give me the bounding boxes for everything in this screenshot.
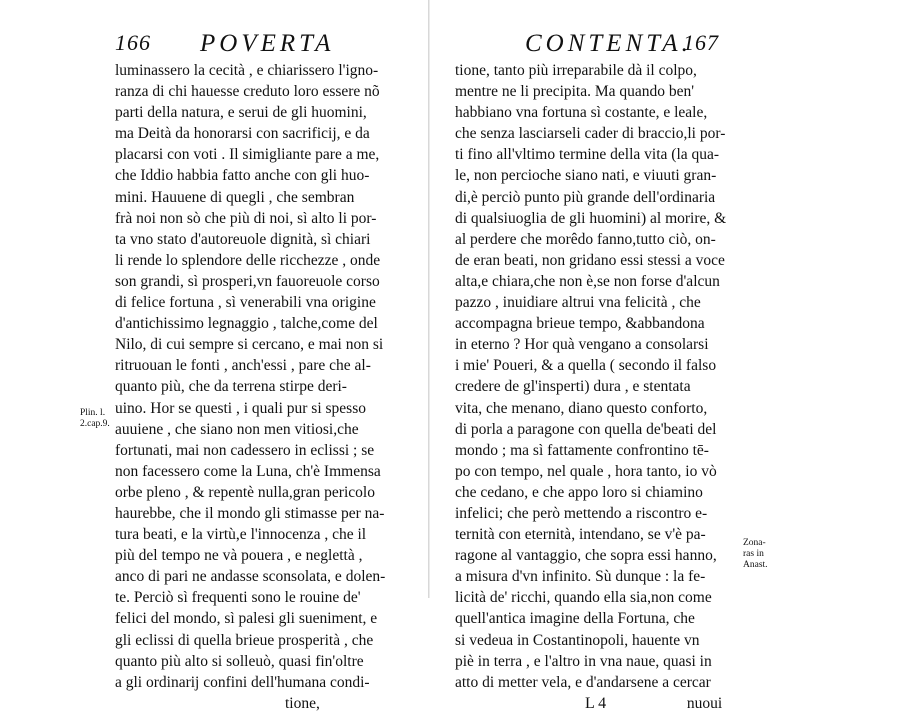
text-line: vita, che menano, diano questo conforto, <box>455 399 708 417</box>
text-line: a gli ordinarij confini dell'humana condi- <box>115 673 370 691</box>
margin-note-line: Plin. l. <box>80 408 106 418</box>
text-line: habbiano vna fortuna sì costante, e leale, <box>455 104 708 122</box>
text-line: ragone al vantaggio, che sopra essi hanno, <box>455 547 717 565</box>
text-line: mondo ; ma sì fattamente confrontino tē- <box>455 441 709 459</box>
right-page-number: 167 <box>683 30 719 55</box>
text-line: tione, tanto più irreparabile dà il colpo, <box>455 62 697 79</box>
text-line: di qualsiuoglia de gli huomini) al morire, & <box>455 209 727 227</box>
text-line: po con tempo, nel quale , hora tanto, io vò <box>455 462 717 480</box>
text-line: gli eclissi di quella brieue prosperità , che <box>115 631 374 649</box>
text-line: uino. Hor se questi , i quali pur si spesso <box>115 399 366 417</box>
margin-note-line: 2.cap.9. <box>80 419 110 429</box>
right-page-header <box>455 30 755 60</box>
right-page <box>455 0 755 712</box>
text-line: Nilo, di cui sempre si cercano, e mai non si <box>115 336 384 354</box>
text-line: li rende lo splendore delle ricchezze , onde <box>115 251 381 269</box>
text-line: son grandi, sì prosperi,vn fauoreuole corso <box>115 272 380 290</box>
text-line: credere de gl'insperti) dura , e stentata <box>455 378 691 396</box>
text-line: anco di pari ne andasse sconsolata, e dolen- <box>115 568 386 586</box>
text-line: pazzo , inuidiare altrui vna felicità , che <box>455 294 701 312</box>
left-page-header <box>60 30 420 60</box>
text-line: ternità con eternità, intendano, se v'è pa- <box>455 526 706 544</box>
text-line: felici del mondo, sì palesi gli sueniment, e <box>115 610 378 628</box>
text-line: si vedeua in Costantinopoli, hauente vn <box>455 631 700 649</box>
text-line: tura beati, e la virtù,e l'innocenza , che il <box>115 526 367 544</box>
text-line: a misura d'vn infinito. Sù dunque : la fe- <box>455 568 706 586</box>
text-line: fortunati, mai non cadessero in eclissi ; se <box>115 441 375 459</box>
text-line: che senza lasciarseli cader di braccio,li por- <box>455 125 726 143</box>
text-line: piè in terra , e l'altro in vna naue, quasi in <box>455 652 712 670</box>
text-line: mini. Hauuene di quegli , che sembran <box>115 188 355 206</box>
text-line: ritruouan le fonti , anch'essi , pare che al- <box>115 357 371 375</box>
text-line: di,è perciò punto più grande dell'ordinaria <box>455 188 716 206</box>
text-line: mentre ne li precipita. Ma quando ben' <box>455 83 695 101</box>
text-line: parti della natura, e serui de gli huomini, <box>115 104 367 122</box>
margin-note-line: ras in <box>743 549 764 559</box>
text-line: alta,e chiara,che non è,se non forse d'alcun <box>455 272 720 290</box>
text-line: de eran beati, non gridano essi stessi a voce <box>455 251 725 269</box>
text-line: ta vno stato d'autoreuole dignità, sì chiari <box>115 230 371 248</box>
left-running-title: POVERTA <box>200 30 335 57</box>
text-line: quell'antica imagine della Fortuna, che <box>455 610 695 628</box>
left-page <box>60 0 420 712</box>
text-line: al perdere che morêdo fanno,tutto ciò, on- <box>455 230 716 248</box>
left-page-text <box>60 60 420 714</box>
right-margin-note <box>743 538 768 571</box>
text-line: ma Deità da honorarsi con sacrificij, e da <box>115 125 370 143</box>
text-line: infelici; che però mettendo a riscontro e- <box>455 504 708 522</box>
text-line: ti fino all'vltimo termine della vita (la qua- <box>455 146 720 164</box>
book-gutter <box>428 0 430 598</box>
text-line: frà noi non sò che più di noi, sì alto li por- <box>115 209 377 227</box>
text-line: d'antichissimo legnaggio , talche,come del <box>115 315 378 333</box>
text-line: orbe pleno , & repentè nulla,gran pericolo <box>115 483 375 501</box>
text-line: che Iddio habbia fatto anche con gli huo- <box>115 167 370 185</box>
text-line: tione, <box>285 694 320 712</box>
text-line: licità de' ricchi, quando ella sia,non come <box>455 589 712 607</box>
text-line: i mie' Poueri, & a quella ( secondo il falso <box>455 357 717 375</box>
text-line: quanto più alto si solleuò, quasi fin'oltre <box>115 652 364 670</box>
text-line: te. Perciò sì frequenti sono le rouine de' <box>115 589 361 607</box>
text-line: più del tempo ne và pouera , e neglettà , <box>115 547 363 565</box>
margin-note-line: Zona- <box>743 538 766 548</box>
text-line: di porla a paragone con quella de'beati del <box>455 420 717 438</box>
text-line: luminassero la cecità , e chiarissero l'igno- <box>115 62 379 79</box>
text-line: atto di metter vela, e d'andarsene a cercar <box>455 673 711 691</box>
margin-note-line: Anast. <box>743 560 768 570</box>
catchword: nuoui <box>686 694 723 712</box>
right-page-text <box>455 60 755 714</box>
text-line: haurebbe, che il mondo gli stimasse per na- <box>115 504 385 522</box>
text-line: le, non percioche siano nati, e viuuti gran- <box>455 167 717 185</box>
text-line: accompagna brieue tempo, &abbandona <box>455 315 705 333</box>
text-line: auuiene , che siano non men vitiosi,che <box>115 420 359 438</box>
text-line: placarsi con voti . Il simigliante pare a me, <box>115 146 380 164</box>
text-line: che cedano, e che appo loro si chiamino <box>455 483 703 501</box>
text-line: in eterno ? Hor quà vengano a consolarsi <box>455 336 709 354</box>
left-page-number: 166 <box>115 30 151 55</box>
text-line: ranza di chi hauesse creduto loro essere nõ <box>115 83 380 101</box>
text-line: quanto più, che da terrena stirpe deri- <box>115 378 347 396</box>
left-margin-note <box>80 408 110 430</box>
right-running-title: CONTENTA. <box>525 30 692 57</box>
text-line: non facessero come la Luna, ch'è Immensa <box>115 462 381 480</box>
text-line: di felice fortuna , sì venerabili vna origine <box>115 294 376 312</box>
page-footer <box>455 693 755 714</box>
signature-mark: L 4 <box>585 694 607 712</box>
